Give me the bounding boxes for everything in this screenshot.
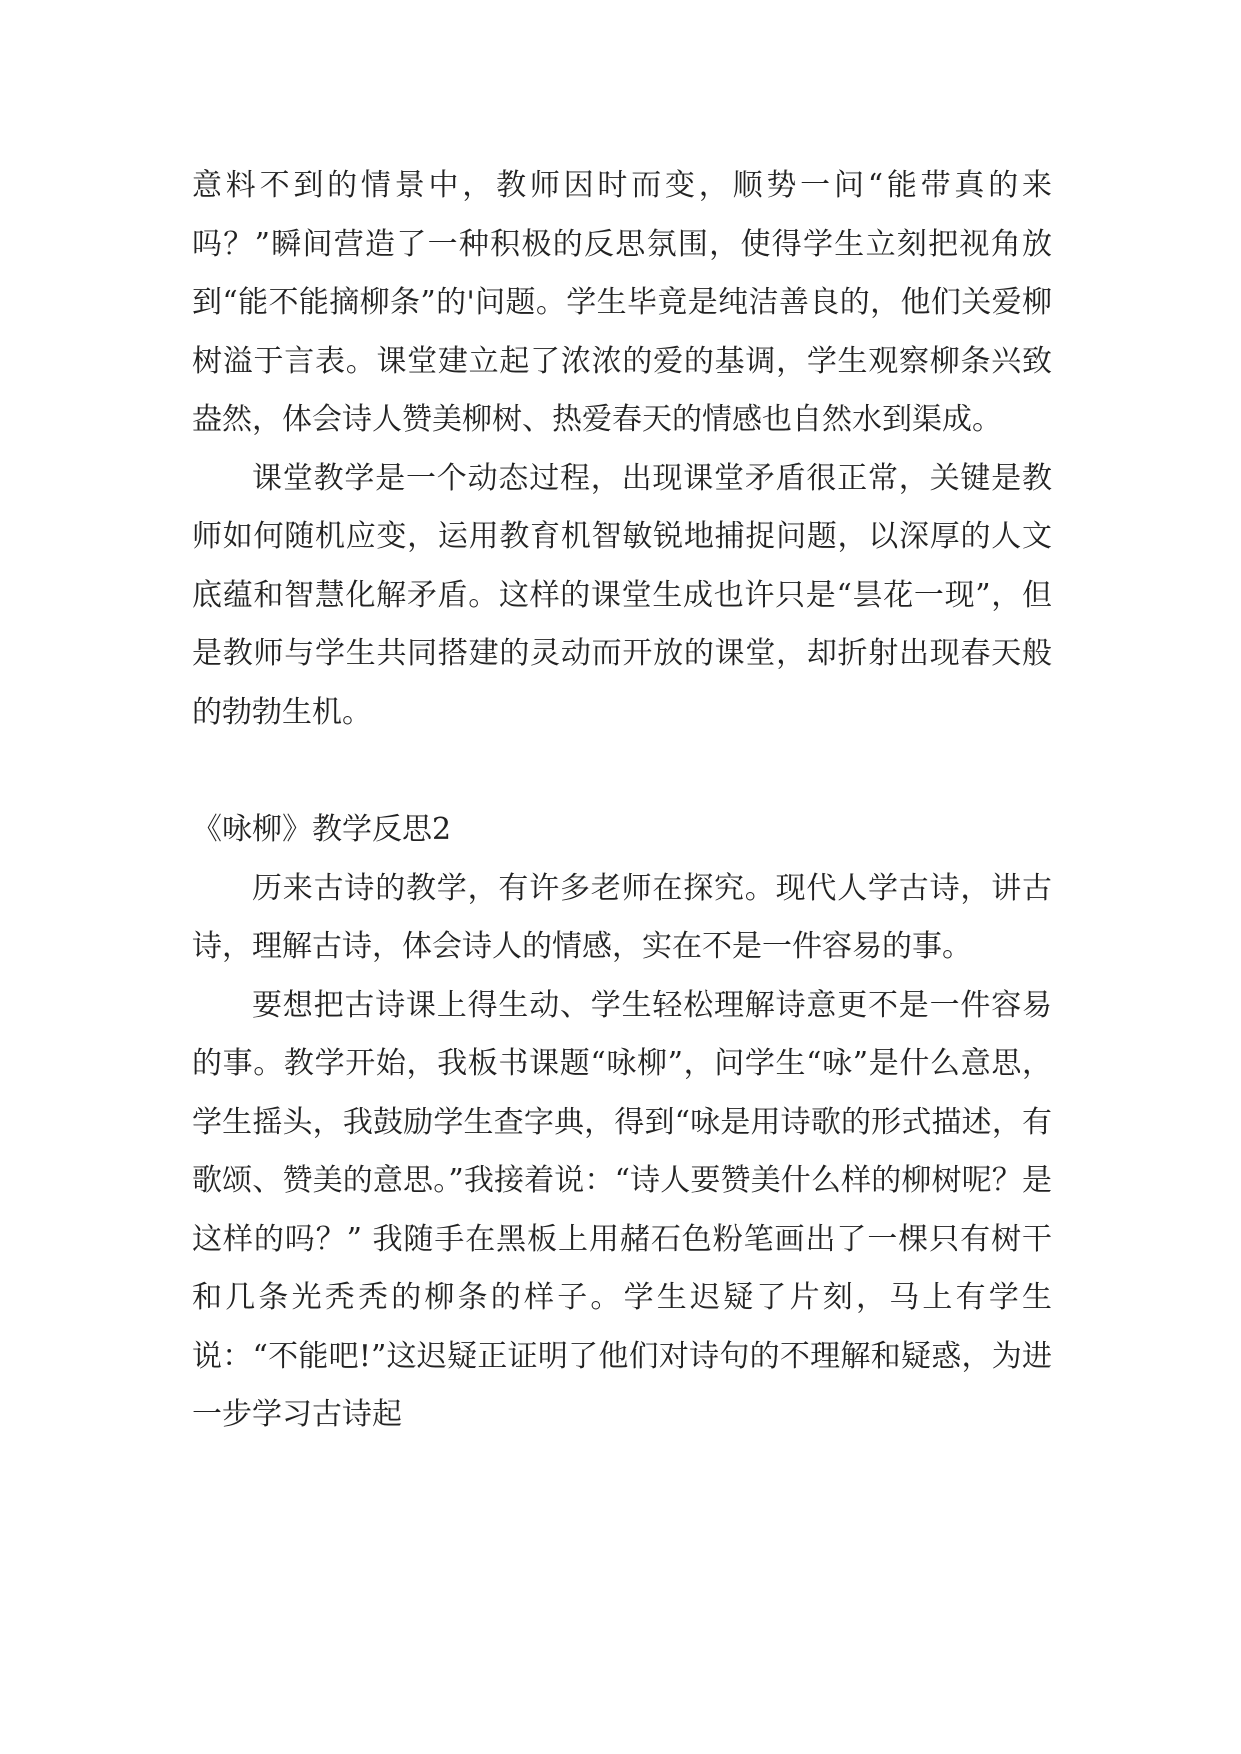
section-title: 《咏柳》教学反思2 xyxy=(192,812,452,847)
paragraph: 历来古诗的教学，有许多老师在探究。现代人学古诗，讲古诗，理解古诗，体会诗人的情感，实在不是一件容易的事。 xyxy=(192,870,1052,964)
paragraph: 要想把古诗课上得生动、学生轻松理解诗意更不是一件容易的事。教学开始，我板书课题“咏柳”，问学生“咏”是什么意思，学生摇头，我鼓励学生查字典，得到“咏是用诗歌的形式描述，有歌颂、赞美的意思。”我接着说：“诗人要赞美什么样的柳树呢？是这样的吗？” 我随手在黑板上用赭石色粉笔画出了一棵只有树干和几条光秃秃的柳条的样子。学生迟疑了片刻，马上有学生说：“不能吧!”这迟疑正证明了他们对诗句的不理解和疑惑，为进一步学习古诗起 xyxy=(192,987,1052,1432)
paragraph: 课堂教学是一个动态过程，出现课堂矛盾很正常，关键是教师如何随机应变，运用教育机智敏锐地捕捉问题，以深厚的人文底蕴和智慧化解矛盾。这样的课堂生成也许只是“昙花一现”，但是教师与学生共同搭建的灵动而开放的课堂，却折射出现春天般的勃勃生机。 xyxy=(192,460,1052,730)
paragraph-continued: 意料不到的情景中，教师因时而变，顺势一问“能带真的来吗？”瞬间营造了一种积极的反思氛围，使得学生立刻把视角放到“能不能摘柳条”的'问题。学生毕竟是纯洁善良的，他们关爱柳树溢于言表。课堂建立起了浓浓的爱的基调，学生观察柳条兴致盎然，体会诗人赞美柳树、热爱春天的情感也自然水到渠成。 xyxy=(192,168,1052,437)
document-body xyxy=(192,157,1052,1445)
